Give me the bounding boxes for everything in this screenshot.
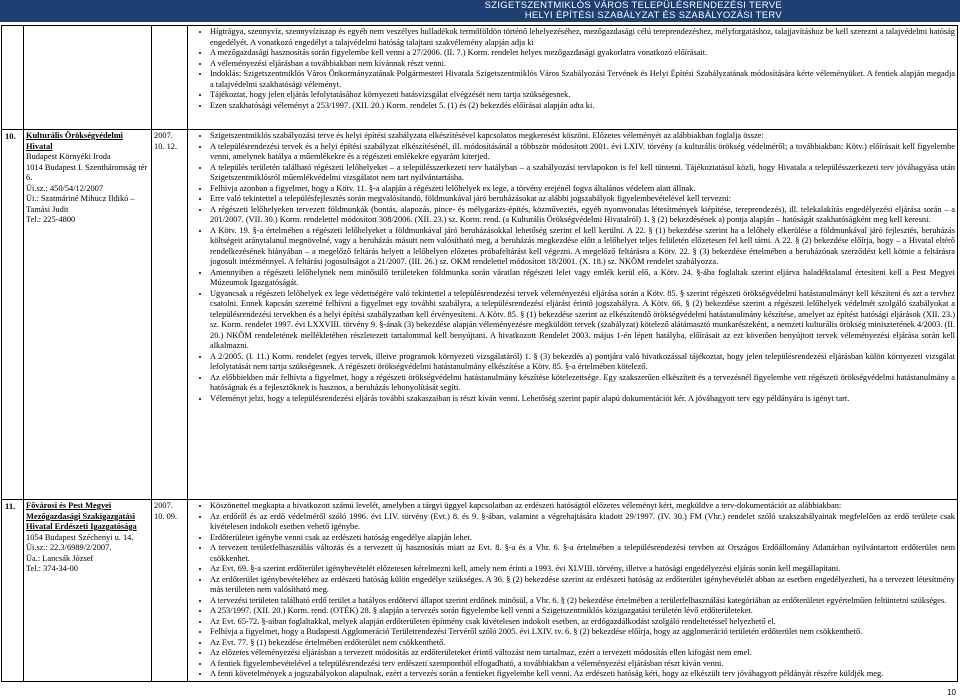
list-item: • Az erdőterület igénybevételéhez az erdészeti hatóság külön engedélye szükséges. A 36. § (2) bekezdése szerint az erdészeti hatóság az erdőterület igénybevételét abban az esetben engedélyezheti, ha a tervezett létesítmény más területen nem valósítható meg. bbox=[210, 575, 955, 596]
agency-detail: 1054 Budapest Széchenyi u. 14. bbox=[26, 532, 134, 542]
row-number: 11. bbox=[2, 500, 24, 682]
list-item: • A tervezési területen található erdő terület a hatályos erdőtervi állapot szerint erdőnek minősül, a Vhr. 6. § (2) bekezdése értelmében a területfelhasználási kategóriában az erdőterületet egyértelműen feltüntetni szükséges. bbox=[210, 596, 955, 607]
list-item: • Az Evt. 69. §-a szerint erdőterület igénybevételét előzetesen kérelmezni kell, amely nem érinti a 1993. évi XLVIII. törvény, illetve a hatósági engedélyezési eljárás során kell megállapítani. bbox=[210, 564, 955, 575]
list-item: • Indoklás: Szigetszentmiklós Város Önkormányzatának Polgármesteri Hivatala Szigetszentmiklós Város Szabályozási Tervének és Helyi Építési Szabályzatának módosítására kérte véleményüket. A fentiek alapján megadja a talajvédelmi szakhatósági véleményt. bbox=[210, 69, 955, 90]
list-item: • Az előzetes véleményezési eljárásban a tervezett módosítás az erdőterületeket érintő változást nem tartalmaz, ezért a tervezett módosítás ellen kifogást nem emel. bbox=[210, 648, 955, 659]
date-cell: 2007. 10. 12. bbox=[152, 130, 188, 500]
opinions-table bbox=[1, 25, 958, 682]
list-item: • Szigetszentmiklós szabályozási terve és helyi építési szabályzata elkészítésével kapcsolatos megkeresést köszöni. Előzetes véleményét az alábbiakban foglalja össze: bbox=[210, 131, 955, 142]
list-item: • A 253/1997. (XII. 20.) Korm. rend. (OTÉK) 28. § alapján a tervezés során figyelembe kell venni a Szigetszentmiklós közigazgatási területén lévő erdőterületeket. bbox=[210, 606, 955, 617]
date-cell bbox=[152, 26, 188, 130]
list-item: • A fenti követelmények a jogszabályokon alapulnak, ezért a tervezés során a fentieket figyelembe kell venni. Az erdészeti hatóság kéri, hogy az elkészült terv jóváhagyott példányát részére küldjék meg. bbox=[210, 669, 955, 680]
list-item: • A véleményezési eljárásban a továbbiakban nem kívánnak részt venni. bbox=[210, 59, 955, 70]
list-item: • Hígtrágya, szennyvíz, szennyvíziszap és egyéb nem veszélyes hulladékok termőföldön történő lehelyezéséhez, mezőgazdasági célú tereprendezéshez, mélyforgatáshoz, talajjavításhoz be kell szerezni a talajvédelmi hatóság engedélyét. A vonatkozó engedélyt a talajvédelmi hatóság talajtani szakvélemény alapján adja ki bbox=[210, 27, 955, 48]
list-item: • Az Evt. 65-72. §-aiban foglaltakkal, melyek alapján erdőterületen építmény csak kivételesen indokolt esetben, az erdőgazdálkodást szolgáló rendeltetéssel helyezhető el. bbox=[210, 617, 955, 628]
agency-cell bbox=[24, 26, 152, 130]
agency-name: Fővárosi és Pest Megyei Mezőgazdasági Szakigazgatási Hivatal Erdészeti Igazgatósága bbox=[26, 501, 137, 531]
list-item: • A településrendezési tervek és a helyi építési szabályzat elkészítésénél, ill. módosításánál a többször módosított 2001. évi LXIV. törvény (a kulturális örökség védelméről; a továbbiakban: Kötv.) előírásait kell figyelembe venni, amelynek hatálya a műemlékekre és a régészeti emlékekre egyaránt kiterjed. bbox=[210, 142, 955, 163]
agency-cell bbox=[24, 500, 152, 682]
row-number bbox=[2, 26, 24, 130]
list-item: • Az erdőről és az erdő védelméről szóló 1996. évi LIV. törvény (Evt.) 8. és 9. §-ában, valamint a végrehajtására kiadott 29/1997. (IV. 30.) FM (Vhr.) rendelet szóló szakszabályainak megfelelően az erdő területe csak kivételesen indokolt esetben vehető igénybe. bbox=[210, 512, 955, 533]
header-title-line1: SZIGETSZENTMIKLÓS VÁROS TELEPÜLÉSRENDEZÉSI TERVE bbox=[484, 0, 782, 11]
list-item: • A régészeti lelőhelyeken tervezett földmunkák (bontás, alapozás, pince- és mélygarázs-építés, közműveztés, egyéb nyomvonalas létesítmények kiépítése, tereprendezés), ill. telekalakítás engedélyezési eljárása során – a 201/2007. (VII. 30.) Korm. rendelettel módosított 308/2006. (XII. 23.) sz. Korm. rend. (a Kulturális Örökségvédelmi Hivatalról) 1. § (2) bekezdésének a) pontja alapján – hatóságát szakhatóságként meg kell keresni. bbox=[210, 205, 955, 226]
list-item: • Amennyiben a régészeti lelőhelynek nem minősülő területeken földmunka során váratlan régészeti lelet vagy emlék kerül elő, a Kötv. 24. §-ába foglaltak szerint eljárva haladéktalanul értesíteni kell a Pest Megyei Múzeumok Igazgatóságát. bbox=[210, 268, 955, 289]
agency-detail: Tel.: 374-34-00 bbox=[26, 564, 78, 573]
table-row bbox=[2, 130, 958, 500]
row-number: 10. bbox=[2, 130, 24, 500]
date-cell: 2007. 10. 09. bbox=[152, 500, 188, 682]
list-item: • Véleményt jelzi, hogy a településrendezési eljárás további szakaszaiban is részt kíván venni. Lehetőség szerint papír alapú dokumentációt kér. A jóváhagyott terv egy példányára is igényt tart. bbox=[210, 394, 955, 405]
header-title-line2: HELYI ÉPÍTÉSI SZABÁLYZAT ÉS SZABÁLYOZÁSI TERV bbox=[524, 10, 782, 21]
list-item: • Felhívja azonban a figyelmet, hogy a Kötv. 11. §-a alapján a régészeti lelőhelyek ex lege, a törvény erejénél fogva általános védelem alatt állnak. bbox=[210, 184, 955, 195]
list-item: • Ugyancsak a régészeti lelőhelyek ex lege védettségére való tekintettel a településrendezési tervek véleményezési eljárása során a Kötv. 85. § szerint régészeti örökségvédelmi hatástanulmányt kell készíteni és azt a tervhez csatolni. Ennek kapcsán szeretné felhívni a figyelmet egy további szabályra, a településrendezési eljárást érintő jogszabályra. A Kötv. 66. § (2) bekezdése szerint a régészeti lelőhelyek védelmét szolgáló szabályokat a településrendezési tervekben és a helyi építési szabályzatban kell érvényesíteni. A Kötv. 85. § (1) bekezdése szerint az elkészítendő örökségvédelmi hatástanulmány készítése, amelyet az építést hatósági eljárások (XII. 23.) sz. Korm. rendelet 1997. évi LXXVIII. törvény 9. §-ának (3) bekezdése alapján véleményezésre megküldött tervek (szabályzat) kötelező alátámasztó munkarészeként, a nemzeti kulturális örökség miniszterének 4/2003. (II. 20.) NKÖM rendeletének mellékletében részletezett tartalommal kell benyújtani. A hivatkozott Rendelet 2003. május 1-én lépett hatályba, előírásait az ezt követően benyújtott tervek véleményezési eljárása során kell alkalmazni. bbox=[210, 289, 955, 352]
list-item: • A település területén található régészeti lelőhelyeket – a településszerkezeti terv hatályban – a szabályozási tervlapokon is fel kell tüntetni. Tájékoztatásul közli, hogy Hivatala a településszerkezeti terv jóváhagyása után Szigetszentmiklósról műemlékvédelmi vizsgálatot nem tart nyilvántartásba. bbox=[210, 163, 955, 184]
list-item: • Köszönettel megkapta a hivatkozott számú levelét, amelyben a tárgyi üggyel kapcsolatban az erdészeti hatóságtól előzetes véleményt kért, megküldve a terv-dokumentációt az alábbiakban: bbox=[210, 501, 955, 512]
agency-detail: Üa.: Lancsák József bbox=[26, 553, 94, 563]
list-item: • Ezen szakhatósági véleményt a 253/1997. (XII. 20.) Korm. rendelet 5. (1) és (2) bekezdés előírásai alapján adta ki. bbox=[210, 101, 955, 112]
list-item: • Az előbbiekben már felhívta a figyelmet, hogy a régészeti örökségvédelmi hatástanulmány készítése kötelezettsége. Egy szakszerűen elkészített és a tervezésnél figyelembe vett régészeti örökségvédelmi hatástanulmány a hatóságnak és a fejlesztőknek is hasznos, a beruházás lebonyolítását segíti. bbox=[210, 373, 955, 394]
list-item: • A fentiek figyelembevételével a településrendezési terv erdészeti szempontból elfogadható, a továbbiakban a véleményezési eljárásban részt kíván venni. bbox=[210, 659, 955, 670]
list-item: • Erdőterületet igénybe venni csak az erdészeti hatóság engedélye alapján lehet. bbox=[210, 533, 955, 544]
opinion-list bbox=[190, 131, 955, 404]
opinion-content bbox=[188, 130, 958, 500]
list-item: • A tervezett területfelhasználás változás és a tervezett új hasznosítás miatt az Evt. 8. §-a és a Vhr. 6. §-a értelmében a településrendezési tervben az Országos Erdőállomány Adattárban nyilvántartott erdőterület nem csökkenhet. bbox=[210, 543, 955, 564]
list-item: • A Kötv. 19. §-a értelmében a régészeti lelőhelyeket a földmunkával járó beruházásokkal lehetőség szerint el kell kerülni. A 22. § (1) bekezdése szerint ha a lelőhely elkerülése a földmunkával járó fejlesztés, beruházás költségeit aránytalanul megnövelné, vagy a beruházás másutt nem valósítható meg, a beruházás megkezdése előtt a lelőhelyet teljes felületén előzetesen fel kell tárni. A 22. § (2) bekezdése előírja, hogy – a Hivatal eltérő rendelkezésének hiányában – a megelőző feltárás helyett a lelőhelyen előzetes próbafeltárást kell végezni. A megelőző feltárásra a Kötv. 22. § (3) bekezdése értelmében a beruházónak szerződést kell kötnie a feltárásra jogosult intézménnyel. A feltárási jogosultságot a 21/2007. (III. 26.) sz. OKM rendelettel módosított 18/2001. (X. 18.) sz. NKÖM rendelet szabályozza. bbox=[210, 226, 955, 268]
page-number: 10 bbox=[947, 688, 956, 697]
list-item: • A mezőgazdasági hasznosítás során figyelembe kell venni a 27/2006. (II. 7.) Korm. rendelet helyes mezőgazdasági gyakorlatra vonatkozó előírásait. bbox=[210, 48, 955, 59]
agency-cell bbox=[24, 130, 152, 500]
list-item: • A 2/2005. (I. 11.) Korm. rendelet (egyes tervek, illetve programok környezeti vizsgálatáról) 1. § (3) bekezdés a) pontjára való hivatkozással tájékoztat, hogy jelen településrendezési eljárásban külön környezeti vizsgálat lefolytatását nem tartja szükségesnek. A régészeti örökségvédelmi hatástanulmány elkészítése a Kötv. 85. §-a értelmében kötelező. bbox=[210, 352, 955, 373]
agency-detail: Budapest Környéki Iroda bbox=[26, 152, 111, 161]
agency-detail: Üi.sz.: 450/54/12/2007 bbox=[26, 183, 104, 193]
list-item: • Erre való tekintettel a településfejlesztés során megvalósítandó, földmunkával járó beruházásokat az alábbi jogszabályok figyelembevételével kell tervezni: bbox=[210, 194, 955, 205]
opinion-content bbox=[188, 500, 958, 682]
opinion-content bbox=[188, 26, 958, 130]
agency-detail: 1014 Budapest I. Szentháromság tér 6. bbox=[26, 162, 148, 182]
list-item: • Az Evt. 77. § (1) bekezdése értelmében erdőterület nem csökkenthető. bbox=[210, 638, 955, 649]
agency-detail: Üi.: Szatmáriné Mihucz Ildikó – Tamási Judit bbox=[26, 194, 135, 214]
agency-name: Kulturális Örökségvédelmi Hivatal bbox=[26, 131, 124, 151]
agency-detail: Tel.: 225-4800 bbox=[26, 215, 76, 224]
table-row bbox=[2, 26, 958, 130]
table-row bbox=[2, 500, 958, 682]
opinion-list bbox=[190, 501, 955, 680]
agency-detail: Üi.sz.: 22.3/6989/2/2007. bbox=[26, 543, 112, 552]
list-item: • Tájékoztat, hogy jelen eljárás lefolytatásához környezeti hatásvizsgálat elvégzését nem tartja szükségesnek. bbox=[210, 90, 955, 101]
page-header bbox=[0, 0, 960, 22]
opinion-list bbox=[190, 27, 955, 111]
list-item: • Felhívja a figyelmet, hogy a Budapesti Agglomeráció Területrendezési Tervéről szóló 2005. évi LXIV. tv. 6. § (2) bekezdése előírja, hogy az agglomeráció területén erdőterület nem csökkenthető. bbox=[210, 627, 955, 638]
